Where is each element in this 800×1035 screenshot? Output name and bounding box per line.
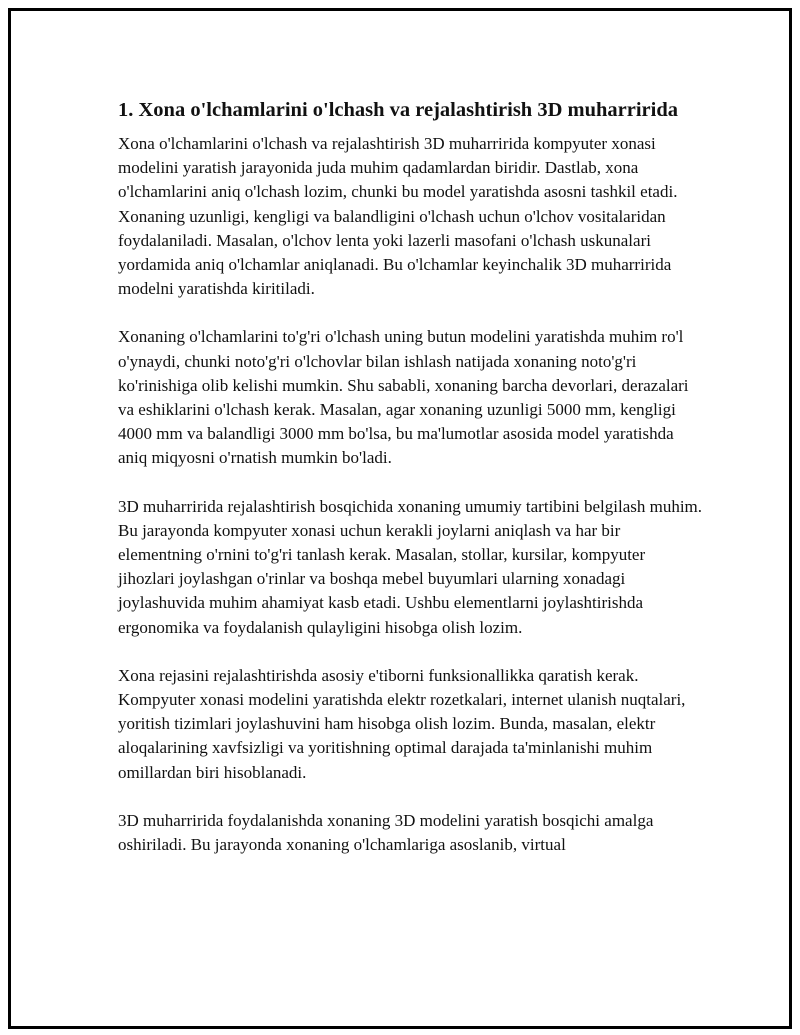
section-heading: 1. Xona o'lchamlarini o'lchash va rejalashtirish 3D muharririda xyxy=(118,99,678,121)
paragraph-5: 3D muharririda foydalanishda xonaning 3D modelini yaratish bosqichi amalga oshiriladi. Bu jarayonda xonaning o'lchamlariga asoslanib, virtual xyxy=(118,810,654,855)
paragraph-1: Xona o'lchamlarini o'lchash va rejalashtirish 3D muharririda kompyuter xonasi modelini yaratish jarayonida juda muhim qadamlardan biridir. Dastlab, xona o'lchamlarini aniq o'lchash lozim, chunki bu model yaratishda asosni tashkil etadi. Xonaning uzunligi, kengligi va balandligini o'lchash uchun o'lchov vositalaridan foydalaniladi. Masalan, o'lchov lenta yoki lazerli masofani o'lchash uskunalari yordamida aniq o'lchamlar aniqlanadi. Bu o'lchamlar keyinchalik 3D muharririda modelni yaratishda kiritiladi. xyxy=(118,134,678,299)
paragraph-2: Xonaning o'lchamlarini to'g'ri o'lchash uning butun modelini yaratishda muhim ro'l o'ynaydi, chunki noto'g'ri o'lchovlar bilan ishlash natijada xonaning noto'g'ri ko'rinishiga olib kelishi mumkin. Shu sababli, xonaning barcha devorlari, derazalari va eshiklarini o'lchash kerak. Masalan, agar xonaning uzunligi 5000 mm, kengligi 4000 mm va balandligi 3000 mm bo'lsa, bu ma'lumotlar asosida model yaratishda aniq miqyosni o'rnatish mumkin bo'ladi. xyxy=(118,327,689,468)
document-body xyxy=(118,95,703,881)
page-frame xyxy=(8,8,792,1029)
paragraph-4: Xona rejasini rejalashtirishda asosiy e'tiborni funksionallikka qaratish kerak. Kompyuter xonasi modelini yaratishda elektr rozetkalari, internet ulanish nuqtalari, yoritish tizimlari joylashuvini ham hisobga olish lozim. Bunda, masalan, elektr aloqalarining xavfsizligi va yoritishning optimal darajada ta'minlanishi muhim omillardan biri hisoblanadi. xyxy=(118,665,686,782)
paragraph-3: 3D muharririda rejalashtirish bosqichida xonaning umumiy tartibini belgilash muhim. Bu jarayonda kompyuter xonasi uchun kerakli joylarni aniqlash va har bir elementning o'rnini to'g'ri tanlash kerak. Masalan, stollar, kursilar, kompyuter jihozlari joylashgan o'rinlar va boshqa mebel buyumlari ularning xonadagi joylashuvida muhim ahamiyat kasb etadi. Ushbu elementlarni joylashtirishda ergonomika va foydalanish qulayligini hisobga olish lozim. xyxy=(118,496,703,637)
